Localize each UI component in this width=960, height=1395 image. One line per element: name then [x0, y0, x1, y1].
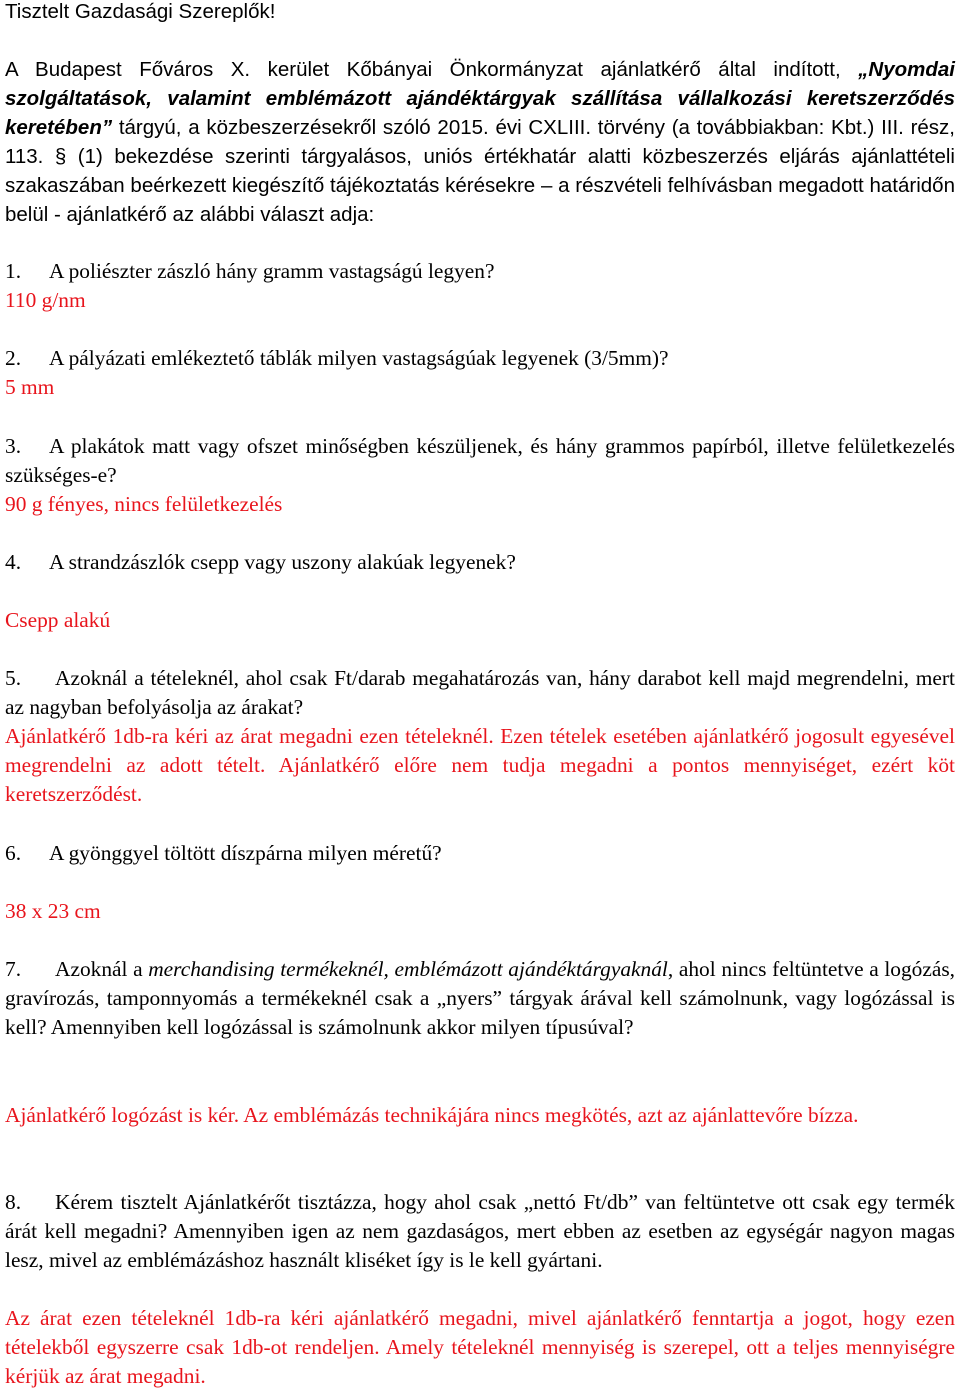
- answer-6: 38 x 23 cm: [5, 899, 101, 923]
- intro-text-2: tárgyú, a közbeszerzésekről szóló 2015. évi CXLIII. törvény (a továbbiakban: Kbt.) III. rész, 113. § (1) bekezdése szerinti tárgyalásos, uniós értékhatár alatti közbeszerzés eljárás ajánlattételi szakaszában beérkezett kiegészítő tájékoztatás kérésekre – a részvételi felhívásban megadott határidőn belül - ajánlatkérő az alábbi választ adja:: [5, 116, 955, 226]
- question-8: [5, 1188, 955, 1275]
- question-1: [5, 257, 955, 286]
- greeting: Tisztelt Gazdasági Szereplők!: [5, 0, 276, 23]
- intro-paragraph: [5, 55, 955, 229]
- question-2-text: A pályázati emlékeztető táblák milyen vastagságúak legyenek (3/5mm)?: [49, 346, 669, 370]
- question-5-text: Azoknál a tételeknél, ahol csak Ft/darab megahatározás van, hány darabot kell majd megrendelni, mert az nagyban befolyásolja az árakat?: [5, 666, 955, 719]
- question-6-number: 6.: [5, 841, 22, 865]
- question-8-number: 8.: [5, 1190, 22, 1214]
- question-3: [5, 432, 955, 490]
- answer-5: Ajánlatkérő 1db-ra kéri az árat megadni ezen tételeknél. Ezen tételek esetében ajánlatkérő jogosult egyesével megrendelni az adott tételt. Ajánlatkérő előre nem tudja megadni a pontos mennyiséget, ezért köt keretszerződést.: [5, 724, 955, 806]
- answer-4: Csepp alakú: [5, 608, 111, 632]
- procurement-title: „Nyomdai szolgáltatások, valamint emblémázott ajándéktárgyak szállítása vállalkozási keretszerződés keretében”: [5, 58, 955, 139]
- question-1-text: A poliészter zászló hány gramm vastagságú legyen?: [49, 259, 495, 283]
- question-7-text-1: Azoknál a: [55, 957, 149, 981]
- question-3-number: 3.: [5, 434, 22, 458]
- question-7-text-2: , ahol nincs feltüntetve a logózás, gravírozás, tamponnyomás a termékeknél csak a „nyers” tárgyak árával kell számolnunk, vagy logózással is kell? Amennyiben kell logózással is számolnunk akkor milyen típusúval?: [5, 957, 956, 1039]
- question-4-text: A strandzászlók csepp vagy uszony alakúak legyenek?: [49, 550, 516, 574]
- question-6-text: A gyönggyel töltött díszpárna milyen méretű?: [49, 841, 442, 865]
- question-8-text: Kérem tisztelt Ajánlatkérőt tisztázza, hogy ahol csak „nettó Ft/db” van feltüntetve ott csak egy termék árát kell megadni? Amennyiben igen az nem gazdaságos, mert ebben az esetben az egységár nagyon magas lesz, mivel az emblémázáshoz használt kliséket így is le kell gyártani.: [5, 1190, 955, 1272]
- question-4: [5, 548, 955, 577]
- answer-2: 5 mm: [5, 375, 55, 399]
- question-3-text: A plakátok matt vagy ofszet minőségben készüljenek, és hány grammos papírból, illetve felületkezelés szükséges-e?: [5, 434, 955, 487]
- question-5: [5, 664, 955, 722]
- question-7: [5, 955, 955, 1042]
- answer-8: Az árat ezen tételeknél 1db-ra kéri ajánlatkérő megadni, mivel ajánlatkérő fenntartja a jogot, hogy ezen tételekből egyszerre csak 1db-ot rendeljen. Amely tételeknél mennyiség is szerepel, ott a teljes mennyiségre kérjük az árat megadni.: [5, 1306, 955, 1388]
- intro-text-1: A Budapest Főváros X. kerület Kőbányai Önkormányzat ajánlatkérő által indított,: [5, 58, 859, 81]
- question-1-number: 1.: [5, 259, 22, 283]
- answer-3: 90 g fényes, nincs felületkezelés: [5, 492, 283, 516]
- question-4-number: 4.: [5, 550, 22, 574]
- question-6: [5, 839, 955, 868]
- question-7-italic: merchandising termékeknél, emblémázott ajándéktárgyaknál: [148, 957, 668, 981]
- question-2-number: 2.: [5, 346, 22, 370]
- question-7-number: 7.: [5, 957, 22, 981]
- answer-1: 110 g/nm: [5, 288, 86, 312]
- question-2: [5, 344, 955, 373]
- answer-7: Ajánlatkérő logózást is kér. Az emblémázás technikájára nincs megkötés, azt az ajánlattevőre bízza.: [5, 1103, 859, 1127]
- question-5-number: 5.: [5, 666, 22, 690]
